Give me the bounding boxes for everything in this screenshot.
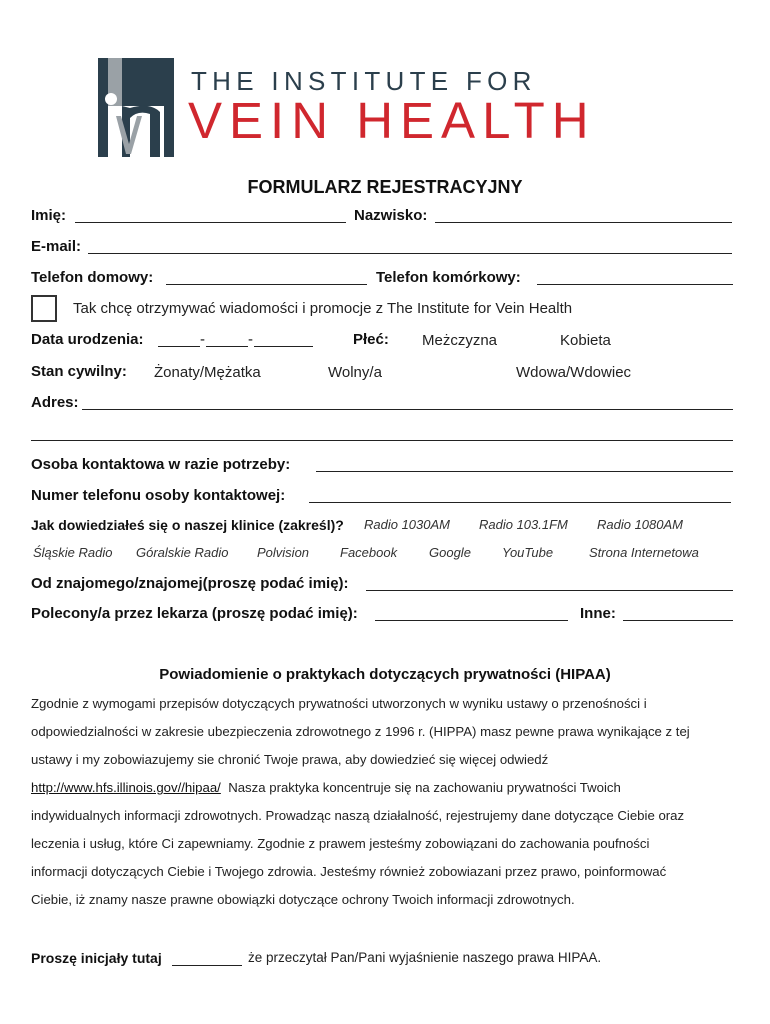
referral-option-facebook[interactable]: Facebook <box>340 545 398 560</box>
referral-question: Jak dowiedziałeś się o naszej klinice (zakreśl)? <box>31 517 344 533</box>
other-label: Inne: <box>580 605 616 622</box>
friend-referral-field[interactable] <box>366 578 733 591</box>
friend-referral-label: Od znajomego/znajomej(proszę podać imię): <box>31 575 349 592</box>
hipaa-line-6: leczenia i usług, które Ci zapewniamy. Zgodnie z prawem jesteśmy zobowiązani do zachowania poufności <box>31 836 650 851</box>
dob-separator-1: - <box>200 331 205 348</box>
emergency-contact-field[interactable] <box>316 459 733 472</box>
last-name-field[interactable] <box>435 210 732 223</box>
logo-text-line1: THE INSTITUTE FOR <box>191 66 537 96</box>
hipaa-line-3: ustawy i my zobowiazujemy sie chronić Twoje prawa, aby dowiedzieć się więcej odwiedź <box>31 752 549 767</box>
referral-option-goralskie-radio[interactable]: Góralskie Radio <box>136 545 229 560</box>
marital-option-married[interactable]: Żonaty/Mężatka <box>154 364 261 381</box>
initials-label: Proszę inicjały tutaj <box>31 950 162 966</box>
dob-separator-2: - <box>248 331 253 348</box>
doctor-referral-field[interactable] <box>375 608 568 621</box>
referral-option-radio-1030am[interactable]: Radio 1030AM <box>364 517 450 532</box>
dob-month-field[interactable] <box>206 334 248 347</box>
referral-option-radio-1080am[interactable]: Radio 1080AM <box>597 517 683 532</box>
hipaa-line-8: Ciebie, iż znamy nasze prawne obowiązki dotyczące ochrony Twoich informacji zdrowotnych. <box>31 892 575 907</box>
hipaa-link[interactable]: http://www.hfs.illinois.gov//hipaa/ <box>31 780 221 795</box>
dob-day-field[interactable] <box>158 334 200 347</box>
referral-option-slaskie-radio[interactable]: Śląskie Radio <box>33 545 113 560</box>
email-field[interactable] <box>88 241 732 254</box>
dob-label: Data urodzenia: <box>31 331 144 348</box>
hipaa-paragraph <box>31 690 731 914</box>
newsletter-text: Tak chcę otrzymywać wiadomości i promocje z The Institute for Vein Health <box>73 300 573 317</box>
referral-option-google[interactable]: Google <box>429 545 471 560</box>
initials-suffix-text: że przeczytał Pan/Pani wyjaśnienie naszego prawa HIPAA. <box>248 950 602 965</box>
emergency-contact-label: Osoba kontaktowa w razie potrzeby: <box>31 456 291 473</box>
marital-option-single[interactable]: Wolny/a <box>328 364 382 381</box>
emergency-phone-label: Numer telefonu osoby kontaktowej: <box>31 487 286 504</box>
email-label: E-mail: <box>31 238 82 255</box>
marital-status-label: Stan cywilny: <box>31 363 127 380</box>
referral-option-youtube[interactable]: YouTube <box>502 545 554 560</box>
hipaa-heading: Powiadomienie o praktykach dotyczących prywatności (HIPAA) <box>159 666 611 683</box>
hipaa-line-5: indywidualnych informacji zdrowotnych. Prowadząc naszą działalność, rejestrujemy dane dotyczące Ciebie oraz <box>31 808 685 823</box>
gender-option-female[interactable]: Kobieta <box>560 332 611 349</box>
other-field[interactable] <box>623 608 733 621</box>
hipaa-line-7: informacji dotyczących Ciebie i Twojego zdrowia. Jesteśmy również zobowiazani przez prawo, poinformować <box>31 864 667 879</box>
address-field-line1[interactable] <box>82 397 733 410</box>
referral-option-polvision[interactable]: Polvision <box>257 545 310 560</box>
first-name-field[interactable] <box>75 210 346 223</box>
hipaa-line-1: Zgodnie z wymogami przepisów dotyczących prywatności utworzonych w wyniku ustawy o przenośności i <box>31 696 647 711</box>
hipaa-line-2: odpowiedzialności w zakresie ubezpieczenia zdrowotnego z 1996 r. (HIPPA) masz pewne prawa wynikające z tej <box>31 724 690 739</box>
initials-field[interactable] <box>172 953 242 966</box>
referral-option-radio-1031fm[interactable]: Radio 103.1FM <box>479 517 568 532</box>
hipaa-line-4-rest: Nasza praktyka koncentruje się na zachowaniu prywatności Twoich <box>228 780 621 795</box>
address-field-line2[interactable] <box>31 428 733 441</box>
dob-year-field[interactable] <box>254 334 313 347</box>
first-name-label: Imię: <box>31 207 67 224</box>
mobile-phone-label: Telefon komórkowy: <box>376 269 521 286</box>
mobile-phone-field[interactable] <box>537 272 733 285</box>
logo-text-line2: VEIN HEALTH <box>188 92 596 149</box>
doctor-referral-label: Polecony/a przez lekarza (proszę podać imię): <box>31 605 358 622</box>
hipaa-line-4 <box>31 774 731 802</box>
gender-label: Płeć: <box>353 331 389 348</box>
emergency-phone-field[interactable] <box>309 490 731 503</box>
gender-option-male[interactable]: Meżczyzna <box>422 332 498 349</box>
institute-logo-mark <box>98 58 174 157</box>
referral-option-website[interactable]: Strona Internetowa <box>589 545 699 560</box>
marital-option-widowed[interactable]: Wdowa/Wdowiec <box>516 364 632 381</box>
address-label: Adres: <box>31 394 79 411</box>
last-name-label: Nazwisko: <box>354 207 428 224</box>
home-phone-field[interactable] <box>166 272 367 285</box>
newsletter-checkbox[interactable] <box>31 295 57 322</box>
home-phone-label: Telefon domowy: <box>31 269 154 286</box>
form-title: FORMULARZ REJESTRACYJNY <box>247 177 523 197</box>
